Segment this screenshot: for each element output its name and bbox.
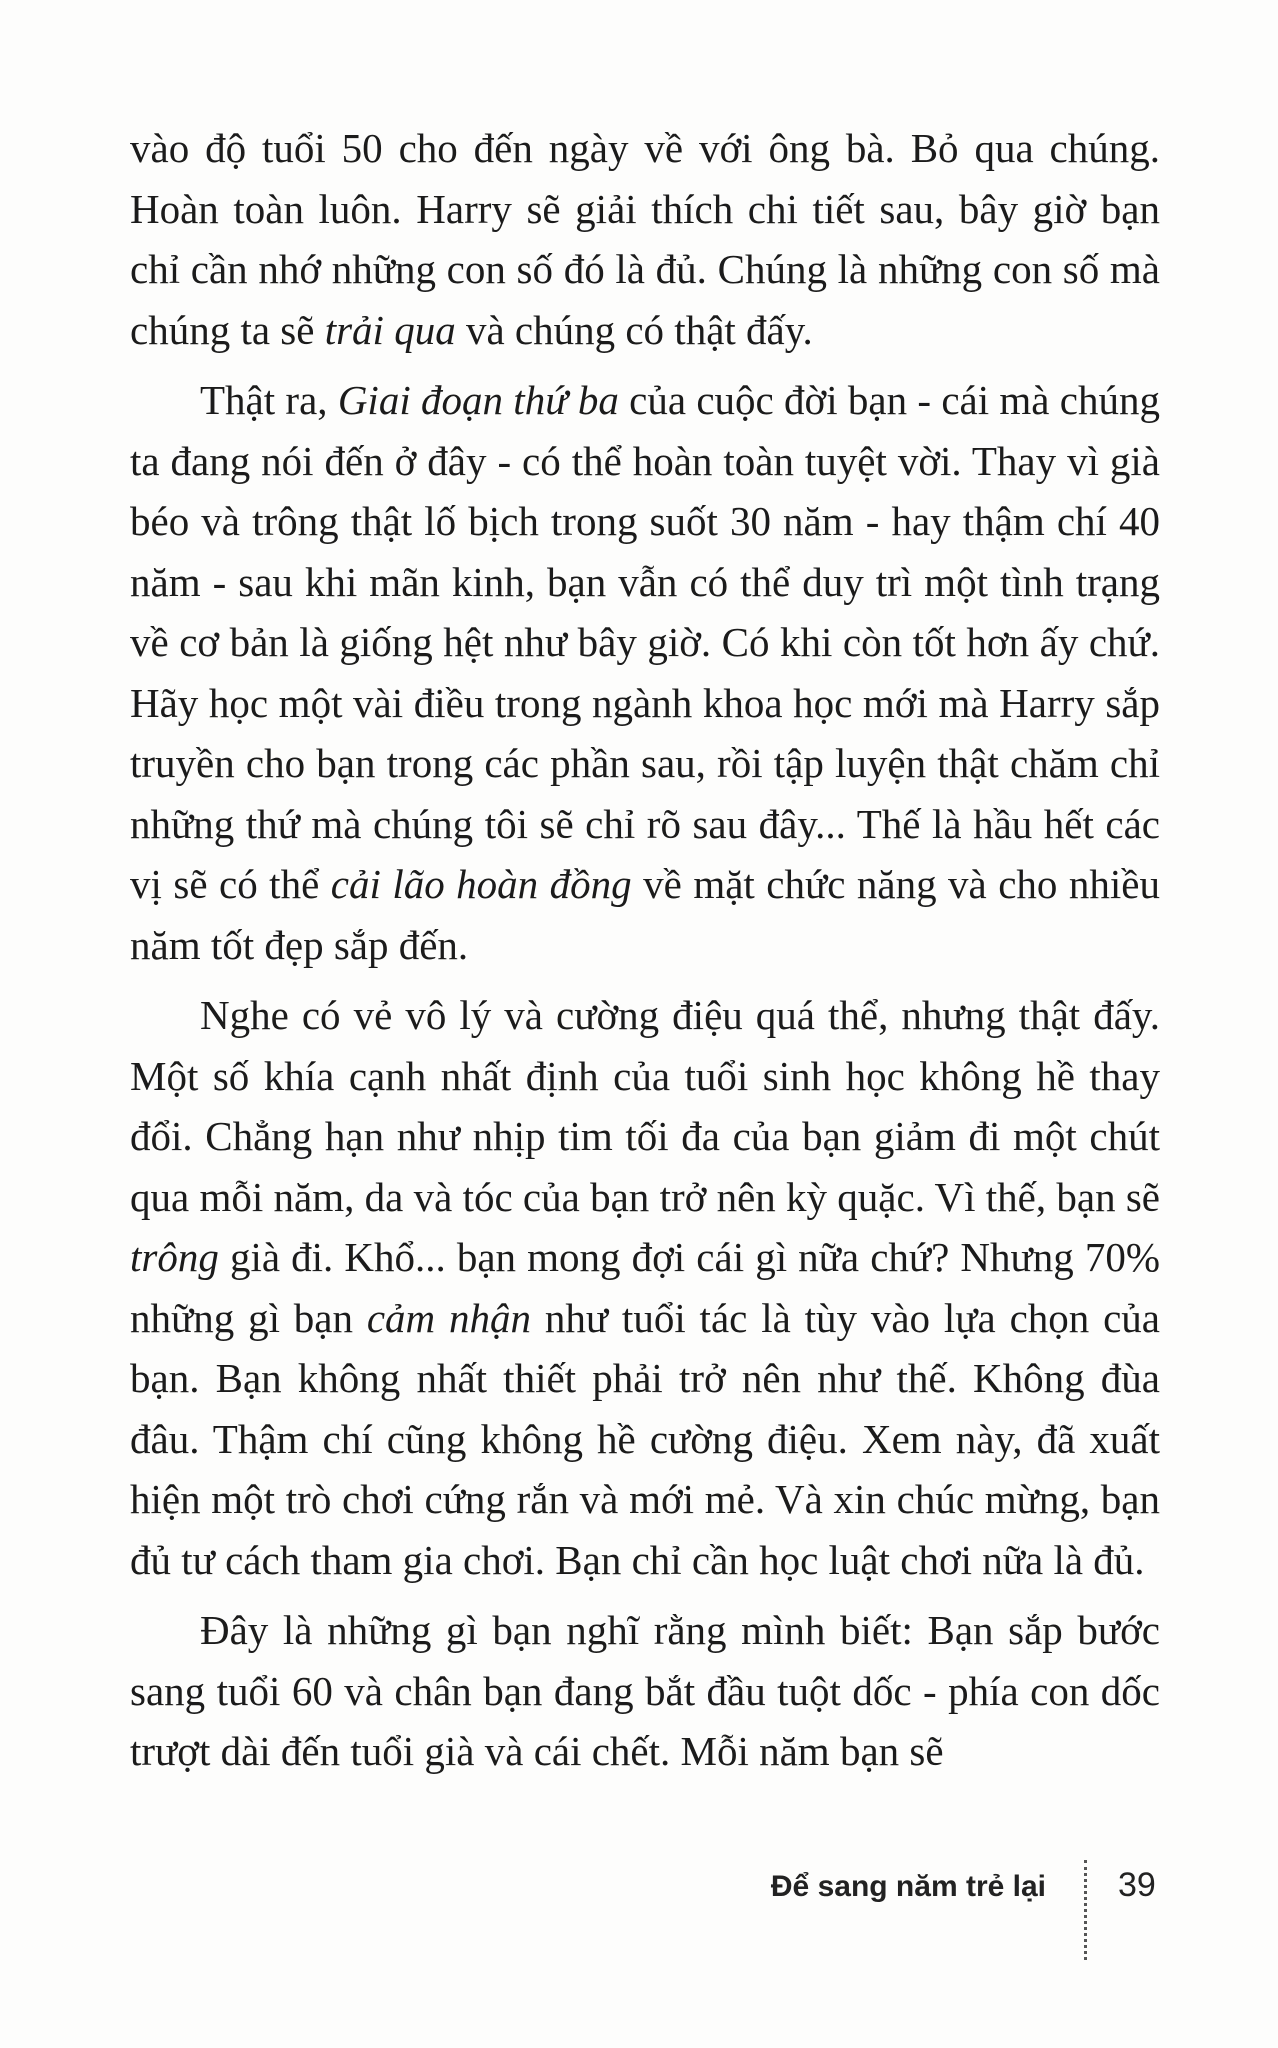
text-segment: già đi. Khổ... bạn mong đợi cái gì nữa chứ? Nhưng 70% những gì bạn <box>130 1234 1160 1341</box>
text-segment: và chúng có thật đấy. <box>455 306 813 353</box>
footer-divider <box>1084 1860 1087 1960</box>
page-number: 39 <box>1118 1866 1156 1904</box>
paragraph-3 <box>130 985 1160 1590</box>
text-segment: của cuộc đời bạn - cái mà chúng ta đang nói đến ở đây - có thể hoàn toàn tuyệt vời. Thay vì già béo và trông thật lố bịch trong suốt 30 năm - hay thậm chí 40 năm - sau khi mãn kinh, bạn vẫn có thể duy trì một tình trạng về cơ bản là giống hệt như bây giờ. Có khi còn tốt hơn ấy chứ. Hãy học một vài điều trong ngành khoa học mới mà Harry sắp truyền cho bạn trong các phần sau, rồi tập luyện thật chăm chỉ những thứ mà chúng tôi sẽ chỉ rõ sau đây... Thế là hầu hết các vị sẽ có thể <box>130 377 1160 907</box>
text-segment: Đây là những gì bạn nghĩ rằng mình biết: Bạn sắp bước sang tuổi 60 và chân bạn đang bắt đầu tuột dốc - phía con dốc trượt dài đến tuổi già và cái chết. Mỗi năm bạn sẽ <box>130 1607 1160 1774</box>
text-segment: về mặt chức năng và cho nhiều năm tốt đẹp sắp đến. <box>130 861 1160 968</box>
paragraph-2 <box>130 370 1160 975</box>
page-body <box>130 118 1160 1782</box>
italic-segment: Giai đoạn thứ ba <box>337 377 619 423</box>
page-footer <box>0 1860 1278 1970</box>
text-segment: như tuổi tác là tùy vào lựa chọn của bạn. Bạn không nhất thiết phải trở nên như thế. Không đùa đâu. Thậm chí cũng không hề cường điệu. Xem này, đã xuất hiện một trò chơi cứng rắn và mới mẻ. Và xin chúc mừng, bạn đủ tư cách tham gia chơi. Bạn chỉ cần học luật chơi nữa là đủ. <box>130 1294 1161 1583</box>
text-segment: Thật ra, <box>200 377 338 423</box>
italic-segment: trải qua <box>324 306 456 353</box>
italic-segment: trông <box>130 1234 219 1280</box>
running-title: Để sang năm trẻ lại <box>770 1870 1046 1903</box>
paragraph-1 <box>130 118 1160 360</box>
text-segment: Nghe có vẻ vô lý và cường điệu quá thể, nhưng thật đấy. Một số khía cạnh nhất định của tuổi sinh học không hề thay đổi. Chẳng hạn như nhịp tim tối đa của bạn giảm đi một chút qua mỗi năm, da và tóc của bạn trở nên kỳ quặc. Vì thế, bạn sẽ <box>130 992 1160 1220</box>
text-segment: vào độ tuổi 50 cho đến ngày về với ông bà. Bỏ qua chúng. Hoàn toàn luôn. Harry sẽ giải thích chi tiết sau, bây giờ bạn chỉ cần nhớ những con số đó là đủ. Chúng là những con số mà chúng ta sẽ <box>130 125 1160 353</box>
italic-segment: cảm nhận <box>366 1294 532 1341</box>
paragraph-4 <box>130 1600 1160 1782</box>
italic-segment: cải lão hoàn đồng <box>330 861 632 907</box>
